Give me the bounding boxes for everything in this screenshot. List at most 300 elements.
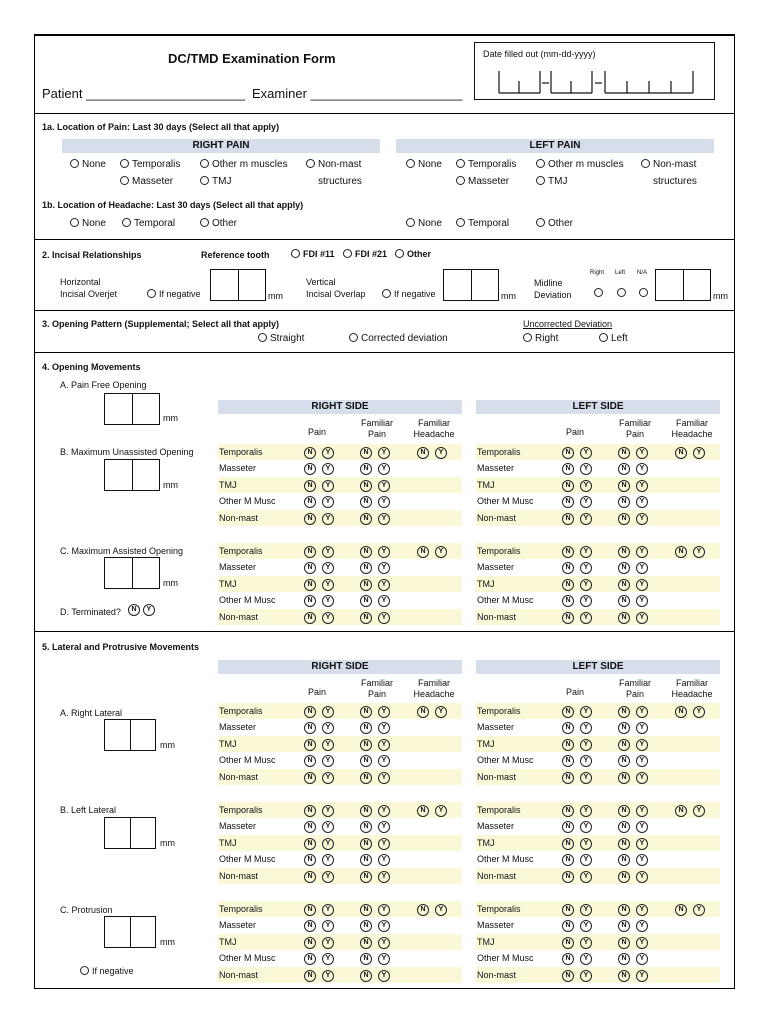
no-option[interactable]: N: [675, 805, 687, 817]
familiar-pain-ny-choice[interactable]: [618, 919, 648, 932]
familiar-pain-ny-choice[interactable]: [618, 561, 648, 574]
r-pain-none[interactable]: None: [70, 159, 106, 171]
no-option[interactable]: N: [675, 706, 687, 718]
l-head-temporal[interactable]: Temporal: [456, 218, 509, 230]
yes-option[interactable]: Y: [636, 706, 648, 718]
pain-ny-choice[interactable]: [562, 754, 592, 767]
yes-option[interactable]: Y: [580, 805, 592, 817]
no-option[interactable]: N: [304, 838, 316, 850]
no-option[interactable]: N: [562, 805, 574, 817]
no-option[interactable]: N: [304, 562, 316, 574]
pain-ny-choice[interactable]: [304, 903, 334, 916]
no-option[interactable]: N: [360, 871, 372, 883]
pain-ny-choice[interactable]: [304, 594, 334, 607]
familiar-pain-ny-choice[interactable]: [360, 578, 390, 591]
familiar-pain-ny-choice[interactable]: [618, 952, 648, 965]
yes-option[interactable]: Y: [636, 463, 648, 475]
left-lateral-input[interactable]: [104, 817, 156, 849]
no-option[interactable]: N: [360, 480, 372, 492]
familiar-pain-ny-choice[interactable]: [360, 594, 390, 607]
familiar-headache-ny-choice[interactable]: [417, 804, 447, 817]
yes-option[interactable]: Y: [378, 953, 390, 965]
pain-ny-choice[interactable]: [304, 446, 334, 459]
yes-option[interactable]: Y: [580, 838, 592, 850]
yes-option[interactable]: Y: [435, 447, 447, 459]
yes-option[interactable]: Y: [378, 496, 390, 508]
yes-option[interactable]: Y: [378, 755, 390, 767]
familiar-headache-ny-choice[interactable]: [417, 446, 447, 459]
max-assisted-input[interactable]: [104, 557, 160, 589]
pain-ny-choice[interactable]: [304, 820, 334, 833]
yes-option[interactable]: Y: [580, 579, 592, 591]
yes-option[interactable]: Y: [378, 447, 390, 459]
no-option[interactable]: N: [417, 546, 429, 558]
yes-option[interactable]: Y: [322, 871, 334, 883]
yes-option[interactable]: Y: [580, 496, 592, 508]
yes-option[interactable]: Y: [636, 805, 648, 817]
no-option[interactable]: N: [360, 920, 372, 932]
no-option[interactable]: N: [618, 871, 630, 883]
r-pain-other-m[interactable]: Other m muscles: [200, 159, 288, 171]
yes-option[interactable]: Y: [580, 612, 592, 624]
no-option[interactable]: N: [304, 953, 316, 965]
pain-ny-choice[interactable]: [562, 611, 592, 624]
yes-option[interactable]: Y: [378, 904, 390, 916]
familiar-pain-ny-choice[interactable]: [618, 771, 648, 784]
familiar-pain-ny-choice[interactable]: [360, 903, 390, 916]
yes-option[interactable]: Y: [378, 871, 390, 883]
pain-ny-choice[interactable]: [562, 738, 592, 751]
yes-option[interactable]: Y: [322, 953, 334, 965]
no-option[interactable]: N: [304, 904, 316, 916]
pain-ny-choice[interactable]: [304, 721, 334, 734]
no-option[interactable]: N: [618, 755, 630, 767]
no-option[interactable]: N: [304, 772, 316, 784]
no-option[interactable]: N: [562, 970, 574, 982]
yes-option[interactable]: Y: [378, 722, 390, 734]
examiner-field[interactable]: Examiner _____________________: [252, 86, 463, 101]
date-input[interactable]: [498, 71, 694, 95]
yes-option[interactable]: Y: [580, 920, 592, 932]
no-option[interactable]: N: [562, 838, 574, 850]
yes-option[interactable]: Y: [322, 612, 334, 624]
pain-ny-choice[interactable]: [562, 479, 592, 492]
no-option[interactable]: N: [360, 513, 372, 525]
familiar-pain-ny-choice[interactable]: [360, 936, 390, 949]
yes-option[interactable]: Y: [580, 821, 592, 833]
yes-option[interactable]: Y: [693, 706, 705, 718]
familiar-pain-ny-choice[interactable]: [360, 754, 390, 767]
terminated-ny[interactable]: N Y: [128, 603, 155, 616]
no-option[interactable]: N: [562, 595, 574, 607]
yes-option[interactable]: Y: [322, 838, 334, 850]
no-option[interactable]: N: [304, 920, 316, 932]
no-option[interactable]: N: [562, 447, 574, 459]
yes-option[interactable]: Y: [378, 463, 390, 475]
no-option[interactable]: N: [618, 772, 630, 784]
pain-ny-choice[interactable]: [304, 804, 334, 817]
no-option[interactable]: N: [618, 904, 630, 916]
yes-option[interactable]: Y: [636, 953, 648, 965]
yes-option[interactable]: Y: [580, 953, 592, 965]
familiar-pain-ny-choice[interactable]: [360, 611, 390, 624]
familiar-pain-ny-choice[interactable]: [618, 837, 648, 850]
familiar-pain-ny-choice[interactable]: [618, 545, 648, 558]
no-option[interactable]: N: [562, 706, 574, 718]
no-option[interactable]: N: [562, 953, 574, 965]
no-option[interactable]: N: [360, 562, 372, 574]
no-option[interactable]: N: [618, 920, 630, 932]
no-option[interactable]: N: [360, 772, 372, 784]
r-pain-temporalis[interactable]: Temporalis: [120, 159, 180, 171]
yes-option[interactable]: Y: [636, 772, 648, 784]
familiar-pain-ny-choice[interactable]: [360, 561, 390, 574]
familiar-pain-ny-choice[interactable]: [360, 820, 390, 833]
no-option[interactable]: N: [618, 706, 630, 718]
yes-option[interactable]: Y: [580, 463, 592, 475]
no-option[interactable]: N: [562, 920, 574, 932]
pain-ny-choice[interactable]: [304, 495, 334, 508]
no-option[interactable]: N: [304, 447, 316, 459]
yes-option[interactable]: Y: [378, 772, 390, 784]
pain-ny-choice[interactable]: [304, 512, 334, 525]
pain-ny-choice[interactable]: [562, 919, 592, 932]
pain-free-input[interactable]: [104, 393, 160, 425]
yes-option[interactable]: Y: [636, 970, 648, 982]
l-pain-other-m[interactable]: Other m muscles: [536, 159, 624, 171]
no-option[interactable]: N: [304, 496, 316, 508]
familiar-pain-ny-choice[interactable]: [618, 820, 648, 833]
yes-option[interactable]: Y: [693, 447, 705, 459]
pain-ny-choice[interactable]: [304, 969, 334, 982]
familiar-headache-ny-choice[interactable]: [675, 705, 705, 718]
pain-ny-choice[interactable]: [562, 952, 592, 965]
midline-input[interactable]: [655, 269, 711, 301]
pain-ny-choice[interactable]: [562, 771, 592, 784]
pain-ny-choice[interactable]: [562, 721, 592, 734]
l-pain-nonmast[interactable]: Non-mast: [641, 159, 696, 171]
yes-option[interactable]: Y: [580, 871, 592, 883]
no-option[interactable]: N: [618, 805, 630, 817]
no-option[interactable]: N: [304, 546, 316, 558]
no-option[interactable]: N: [304, 612, 316, 624]
pain-ny-choice[interactable]: [304, 705, 334, 718]
pain-ny-choice[interactable]: [562, 903, 592, 916]
no-option[interactable]: N: [304, 871, 316, 883]
yes-option[interactable]: Y: [378, 595, 390, 607]
fdi21-option[interactable]: FDI #21: [343, 248, 387, 260]
no-option[interactable]: N: [417, 904, 429, 916]
pain-ny-choice[interactable]: [304, 545, 334, 558]
pain-ny-choice[interactable]: [562, 446, 592, 459]
pain-ny-choice[interactable]: [304, 479, 334, 492]
midline-na-radio[interactable]: [639, 288, 651, 300]
yes-option[interactable]: Y: [322, 722, 334, 734]
uncorrected-left[interactable]: Left: [599, 333, 628, 345]
overlap-negative[interactable]: If negative: [382, 288, 436, 300]
no-option[interactable]: N: [618, 838, 630, 850]
no-option[interactable]: N: [304, 821, 316, 833]
yes-option[interactable]: Y: [636, 480, 648, 492]
pain-ny-choice[interactable]: [304, 952, 334, 965]
yes-option[interactable]: Y: [580, 447, 592, 459]
no-option[interactable]: N: [360, 970, 372, 982]
no-option[interactable]: N: [304, 805, 316, 817]
no-option[interactable]: N: [304, 937, 316, 949]
no-option[interactable]: N: [417, 447, 429, 459]
l-pain-masseter[interactable]: Masseter: [456, 176, 509, 188]
pain-ny-choice[interactable]: [562, 820, 592, 833]
no-option[interactable]: N: [618, 579, 630, 591]
familiar-pain-ny-choice[interactable]: [618, 578, 648, 591]
yes-option[interactable]: Y: [322, 937, 334, 949]
yes-option[interactable]: Y: [435, 904, 447, 916]
r-head-temporal[interactable]: Temporal: [122, 218, 175, 230]
no-option[interactable]: N: [675, 546, 687, 558]
familiar-headache-ny-choice[interactable]: [675, 545, 705, 558]
pain-ny-choice[interactable]: [304, 754, 334, 767]
no-option[interactable]: N: [360, 579, 372, 591]
pain-ny-choice[interactable]: [304, 771, 334, 784]
familiar-headache-ny-choice[interactable]: [675, 804, 705, 817]
yes-option[interactable]: Y: [322, 579, 334, 591]
l-pain-temporalis[interactable]: Temporalis: [456, 159, 516, 171]
familiar-pain-ny-choice[interactable]: [360, 804, 390, 817]
familiar-headache-ny-choice[interactable]: [417, 705, 447, 718]
yes-option[interactable]: Y: [435, 706, 447, 718]
no-option[interactable]: N: [562, 904, 574, 916]
no-option[interactable]: N: [562, 480, 574, 492]
no-option[interactable]: N: [360, 463, 372, 475]
familiar-pain-ny-choice[interactable]: [618, 936, 648, 949]
familiar-pain-ny-choice[interactable]: [618, 611, 648, 624]
familiar-pain-ny-choice[interactable]: [618, 512, 648, 525]
yes-option[interactable]: Y: [378, 854, 390, 866]
no-option[interactable]: N: [562, 562, 574, 574]
pain-ny-choice[interactable]: [304, 738, 334, 751]
no-option[interactable]: N: [562, 496, 574, 508]
familiar-pain-ny-choice[interactable]: [618, 754, 648, 767]
yes-option[interactable]: Y: [636, 579, 648, 591]
pain-ny-choice[interactable]: [304, 936, 334, 949]
familiar-pain-ny-choice[interactable]: [360, 853, 390, 866]
familiar-pain-ny-choice[interactable]: [360, 512, 390, 525]
yes-option[interactable]: Y: [378, 579, 390, 591]
no-option[interactable]: N: [562, 755, 574, 767]
pain-ny-choice[interactable]: [304, 611, 334, 624]
max-unassisted-input[interactable]: [104, 459, 160, 491]
no-option[interactable]: N: [562, 722, 574, 734]
yes-option[interactable]: Y: [378, 805, 390, 817]
no-option[interactable]: N: [562, 739, 574, 751]
yes-option[interactable]: Y: [580, 937, 592, 949]
yes-option[interactable]: Y: [378, 838, 390, 850]
yes-option[interactable]: Y: [636, 755, 648, 767]
yes-option[interactable]: Y: [636, 904, 648, 916]
yes-option[interactable]: Y: [636, 513, 648, 525]
no-option[interactable]: N: [304, 706, 316, 718]
yes-option[interactable]: Y: [580, 970, 592, 982]
yes-option[interactable]: Y: [636, 871, 648, 883]
pain-ny-choice[interactable]: [304, 853, 334, 866]
yes-option[interactable]: Y: [378, 480, 390, 492]
familiar-pain-ny-choice[interactable]: [360, 462, 390, 475]
uncorrected-right[interactable]: Right: [523, 333, 558, 345]
familiar-pain-ny-choice[interactable]: [618, 594, 648, 607]
yes-option[interactable]: Y: [580, 546, 592, 558]
yes-option[interactable]: Y: [580, 755, 592, 767]
yes-option[interactable]: Y: [322, 970, 334, 982]
overjet-negative[interactable]: If negative: [147, 288, 201, 300]
pain-ny-choice[interactable]: [562, 512, 592, 525]
yes-option[interactable]: Y: [322, 772, 334, 784]
pain-ny-choice[interactable]: [562, 561, 592, 574]
yes-option[interactable]: Y: [322, 513, 334, 525]
yes-option[interactable]: Y: [435, 805, 447, 817]
yes-option[interactable]: Y: [636, 722, 648, 734]
no-option[interactable]: N: [562, 579, 574, 591]
pain-ny-choice[interactable]: [562, 837, 592, 850]
no-option[interactable]: N: [618, 513, 630, 525]
familiar-headache-ny-choice[interactable]: [675, 446, 705, 459]
straight-option[interactable]: Straight: [258, 333, 304, 345]
no-option[interactable]: N: [360, 612, 372, 624]
yes-option[interactable]: Y: [322, 821, 334, 833]
familiar-pain-ny-choice[interactable]: [618, 969, 648, 982]
other-tooth-option[interactable]: Other: [395, 248, 431, 260]
familiar-pain-ny-choice[interactable]: [360, 870, 390, 883]
pain-ny-choice[interactable]: [562, 936, 592, 949]
familiar-pain-ny-choice[interactable]: [618, 903, 648, 916]
protrusion-negative[interactable]: If negative: [80, 965, 134, 977]
yes-option[interactable]: Y: [636, 612, 648, 624]
r-pain-nonmast[interactable]: Non-mast: [306, 159, 361, 171]
no-option[interactable]: N: [360, 546, 372, 558]
pain-ny-choice[interactable]: [304, 919, 334, 932]
yes-option[interactable]: Y: [378, 612, 390, 624]
familiar-pain-ny-choice[interactable]: [618, 495, 648, 508]
no-option[interactable]: N: [360, 821, 372, 833]
midline-right-radio[interactable]: [594, 288, 606, 300]
yes-option[interactable]: Y: [322, 595, 334, 607]
no-option[interactable]: N: [675, 447, 687, 459]
no-option[interactable]: N: [360, 595, 372, 607]
no-option[interactable]: N: [304, 755, 316, 767]
corrected-option[interactable]: Corrected deviation: [349, 333, 448, 345]
familiar-pain-ny-choice[interactable]: [618, 705, 648, 718]
yes-option[interactable]: Y: [378, 546, 390, 558]
yes-option[interactable]: Y: [580, 480, 592, 492]
no-option[interactable]: N: [304, 970, 316, 982]
no-option[interactable]: N: [618, 447, 630, 459]
no-option[interactable]: N: [417, 805, 429, 817]
yes-option[interactable]: Y: [322, 706, 334, 718]
pain-ny-choice[interactable]: [562, 578, 592, 591]
no-option[interactable]: N: [360, 904, 372, 916]
no-option[interactable]: N: [417, 706, 429, 718]
l-head-none[interactable]: None: [406, 218, 442, 230]
familiar-pain-ny-choice[interactable]: [360, 705, 390, 718]
yes-option[interactable]: Y: [378, 562, 390, 574]
familiar-headache-ny-choice[interactable]: [675, 903, 705, 916]
familiar-pain-ny-choice[interactable]: [360, 771, 390, 784]
familiar-pain-ny-choice[interactable]: [618, 870, 648, 883]
pain-ny-choice[interactable]: [562, 804, 592, 817]
no-option[interactable]: N: [618, 937, 630, 949]
yes-option[interactable]: Y: [580, 706, 592, 718]
familiar-pain-ny-choice[interactable]: [360, 479, 390, 492]
familiar-pain-ny-choice[interactable]: [618, 462, 648, 475]
familiar-pain-ny-choice[interactable]: [618, 738, 648, 751]
pain-ny-choice[interactable]: [304, 578, 334, 591]
pain-ny-choice[interactable]: [562, 870, 592, 883]
no-option[interactable]: N: [360, 838, 372, 850]
no-option[interactable]: N: [360, 755, 372, 767]
familiar-pain-ny-choice[interactable]: [618, 446, 648, 459]
familiar-pain-ny-choice[interactable]: [360, 495, 390, 508]
no-option[interactable]: N: [618, 953, 630, 965]
no-option[interactable]: N: [618, 546, 630, 558]
yes-option[interactable]: Y: [580, 772, 592, 784]
no-option[interactable]: N: [562, 546, 574, 558]
familiar-pain-ny-choice[interactable]: [618, 853, 648, 866]
patient-field[interactable]: Patient ______________________: [42, 86, 246, 101]
protrusion-input[interactable]: [104, 916, 156, 948]
no-option[interactable]: N: [360, 805, 372, 817]
no-option[interactable]: N: [618, 739, 630, 751]
pain-ny-choice[interactable]: [562, 969, 592, 982]
yes-option[interactable]: Y: [322, 480, 334, 492]
no-option[interactable]: N: [562, 463, 574, 475]
r-head-none[interactable]: None: [70, 218, 106, 230]
yes-option[interactable]: Y: [636, 920, 648, 932]
yes-option[interactable]: Y: [322, 447, 334, 459]
yes-option[interactable]: Y: [378, 970, 390, 982]
yes-option[interactable]: Y: [636, 854, 648, 866]
no-option[interactable]: N: [304, 579, 316, 591]
no-option[interactable]: N: [304, 463, 316, 475]
no-option[interactable]: N: [360, 496, 372, 508]
fdi11-option[interactable]: FDI #11: [291, 248, 335, 260]
no-option[interactable]: N: [618, 821, 630, 833]
yes-option[interactable]: Y: [636, 546, 648, 558]
yes-option[interactable]: Y: [693, 904, 705, 916]
right-lateral-input[interactable]: [104, 719, 156, 751]
r-pain-tmj[interactable]: TMJ: [200, 176, 231, 188]
yes-option[interactable]: Y: [580, 854, 592, 866]
yes-option[interactable]: Y: [636, 821, 648, 833]
yes-option[interactable]: Y: [636, 595, 648, 607]
familiar-headache-ny-choice[interactable]: [417, 903, 447, 916]
familiar-pain-ny-choice[interactable]: [360, 837, 390, 850]
yes-option[interactable]: Y: [322, 904, 334, 916]
familiar-headache-ny-choice[interactable]: [417, 545, 447, 558]
l-pain-tmj[interactable]: TMJ: [536, 176, 567, 188]
no-option[interactable]: N: [304, 595, 316, 607]
no-option[interactable]: N: [360, 739, 372, 751]
yes-option[interactable]: Y: [322, 496, 334, 508]
no-option[interactable]: N: [304, 480, 316, 492]
yes-option[interactable]: Y: [378, 937, 390, 949]
familiar-pain-ny-choice[interactable]: [618, 804, 648, 817]
overjet-input[interactable]: [210, 269, 266, 301]
yes-option[interactable]: Y: [378, 821, 390, 833]
no-option[interactable]: N: [360, 953, 372, 965]
no-option[interactable]: N: [562, 612, 574, 624]
no-option[interactable]: N: [618, 595, 630, 607]
yes-option[interactable]: Y: [378, 739, 390, 751]
pain-ny-choice[interactable]: [562, 545, 592, 558]
